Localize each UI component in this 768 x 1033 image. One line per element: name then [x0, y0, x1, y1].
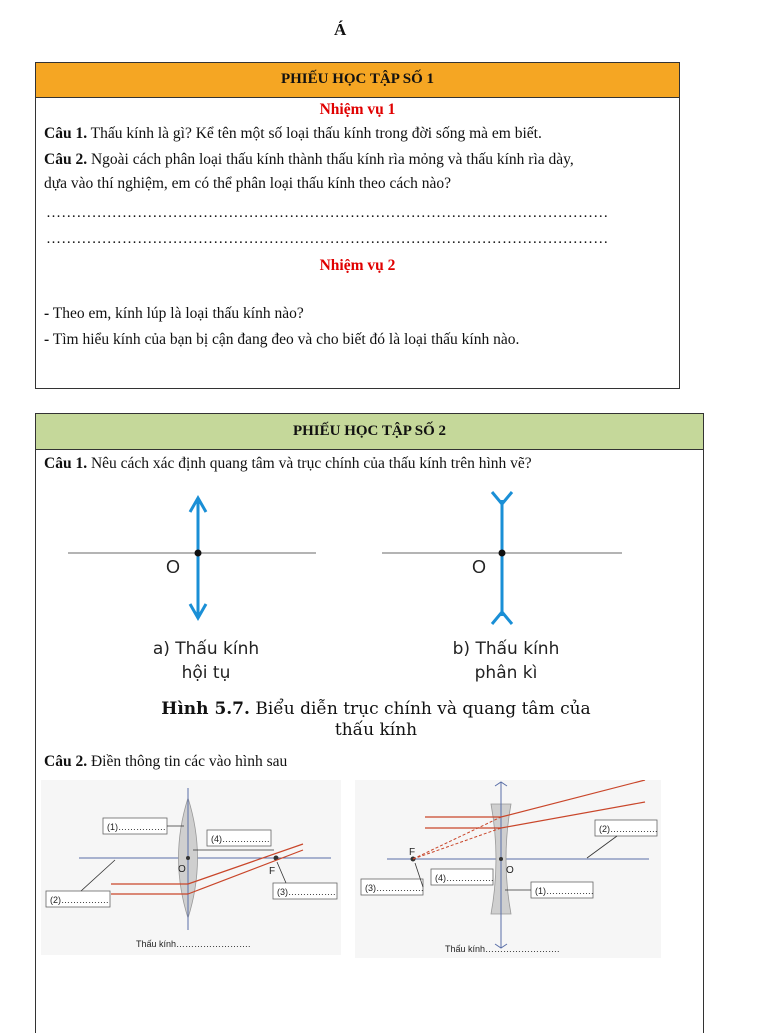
ray-diagram-converging: [41, 780, 341, 955]
optical-center-a: [195, 550, 202, 557]
worksheet-2-title: PHIẾU HỌC TẬP SỐ 2: [292, 423, 447, 439]
figure-caption-line-1: [56, 699, 696, 719]
bullet-2: [44, 329, 519, 351]
figure-label-a-line-2: hội tụ: [181, 663, 231, 683]
worksheet-1-header: [36, 63, 679, 98]
question-1: [44, 123, 542, 145]
top-character: Á: [334, 20, 347, 39]
bullet-2-dash: -: [44, 331, 50, 348]
ray-diagram-1-focus-label: F: [269, 866, 276, 877]
optical-center-b-label: O: [472, 557, 487, 577]
figure-caption-line-2: thấu kính: [334, 720, 418, 740]
question-2-text: Ngoài cách phân loại thấu kính thành thấu kính rìa mỏng và thấu kính rìa dày,: [87, 151, 574, 168]
answer-line-2[interactable]: …………………………………………………………………………………………………: [46, 231, 609, 247]
task-1-heading: Nhiệm vụ 1: [319, 101, 396, 118]
bullet-2-text: Tìm hiểu kính của bạn bị cận đang đeo và cho biết đó là loại thấu kính nào.: [49, 331, 520, 348]
question-1-text: Thấu kính là gì? Kể tên một số loại thấu kính trong đời sống mà em biết.: [87, 125, 542, 142]
figure-label-a-line-1: a) Thấu kính: [152, 639, 260, 659]
diverging-lens-top-arrow: [492, 492, 512, 504]
ray-diagram-2-label-3: (3)…………….: [365, 883, 424, 893]
ray-diagram-1-lens-label: Thấu kính…………………….: [136, 939, 251, 949]
ray-diagram-2-label-1: (1)…………….: [535, 886, 594, 896]
figure-label-b-line-1: b) Thấu kính: [452, 639, 560, 659]
figure-label-b-line-2: phân kì: [474, 663, 538, 683]
sheet2-question-2-label: Câu 2.: [44, 753, 88, 770]
ray-diagram-1-label-3: (3)…………….: [277, 887, 336, 897]
sheet2-question-1: [44, 453, 532, 475]
worksheet-1-title: PHIẾU HỌC TẬP SỐ 1: [280, 71, 435, 87]
worksheet-1: [35, 62, 680, 389]
ray-diagram-diverging: [355, 780, 661, 958]
ray-diagram-2-label-4: (4)…………….: [435, 873, 494, 883]
ray-diagram-1-label-1: (1)…………….: [107, 822, 166, 832]
diverging-lens-bottom-arrow: [492, 612, 512, 624]
sheet2-question-2-text: Điền thông tin các vào hình sau: [87, 753, 288, 770]
ray-diagram-2-focus-label: F: [409, 847, 416, 858]
ray-diagram-2-center-label: O: [506, 865, 514, 876]
sheet2-question-2: [44, 751, 287, 773]
optical-center-b: [499, 550, 506, 557]
ray-diagram-2-label-2: (2)…………….: [599, 824, 658, 834]
ray-diagram-2-center: [499, 857, 503, 861]
sheet2-question-1-text: Nêu cách xác định quang tâm và trục chính của thấu kính trên hình vẽ?: [87, 455, 532, 472]
ray-diagram-2-lens-label: Thấu kính…………………….: [445, 944, 560, 954]
question-2: [44, 149, 574, 171]
task-2-heading: Nhiệm vụ 2: [319, 257, 396, 274]
question-1-label: Câu 1.: [44, 125, 88, 142]
worksheet-2: [35, 413, 704, 1033]
question-2-label: Câu 2.: [44, 151, 88, 168]
figure-caption-number: Hình 5.7.: [161, 699, 250, 719]
sheet2-question-1-label: Câu 1.: [44, 455, 88, 472]
bullet-1: [44, 303, 304, 325]
question-2-line-2: dựa vào thí nghiệm, em có thể phân loại thấu kính theo cách nào?: [44, 175, 451, 192]
figure-caption-text: Biểu diễn trục chính và quang tâm của: [249, 699, 591, 719]
bullet-1-text: Theo em, kính lúp là loại thấu kính nào?: [49, 305, 304, 322]
ray-diagram-1-label-2: (2)…………….: [50, 895, 109, 905]
worksheet-2-header: [36, 414, 703, 450]
ray-diagram-1-label-4: (4)…………….: [211, 834, 270, 844]
ray-diagram-1-center-label: O: [178, 864, 186, 875]
bullet-1-dash: -: [44, 305, 50, 322]
answer-line-1[interactable]: …………………………………………………………………………………………………: [46, 205, 609, 221]
optical-center-a-label: O: [166, 557, 181, 577]
figure-5-7-lenses: [36, 480, 703, 640]
ray-diagram-1-center: [186, 856, 190, 860]
